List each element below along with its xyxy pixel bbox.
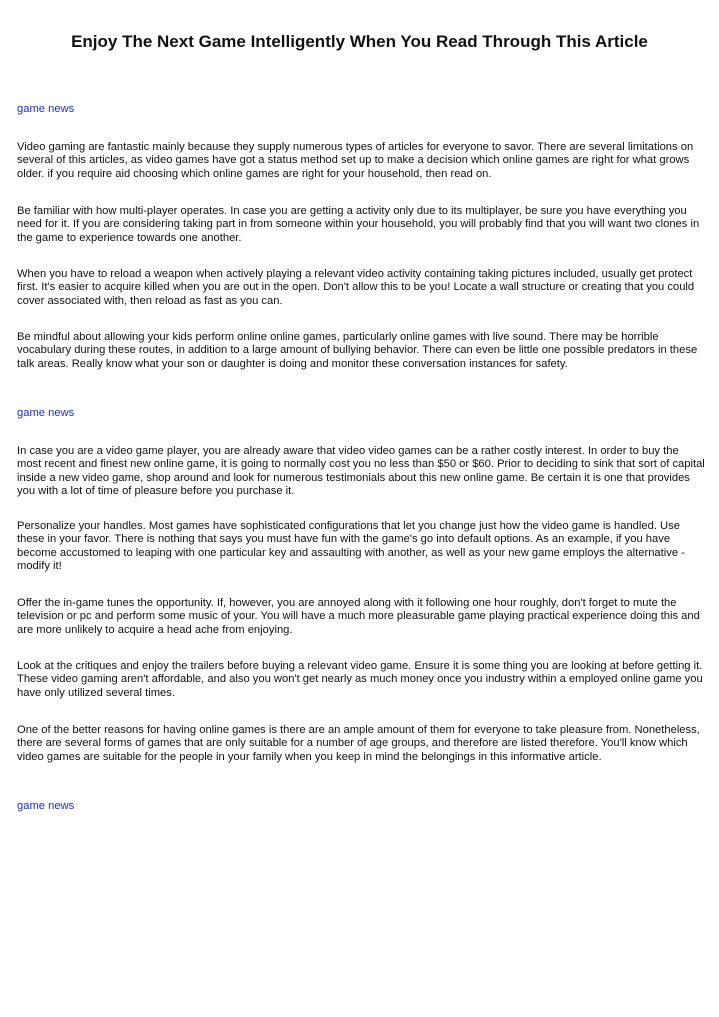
- page-title: Enjoy The Next Game Intelligently When You Read Through This Article: [71, 32, 648, 51]
- paragraph-2: Be familiar with how multi-player operates. In case you are getting a activity only due to its multiplayer, be sure you have everything you need for it. If you are considering taking part in from someone within your household, you will probably find that you will want two clones in the game to experience towards one another.: [17, 205, 700, 244]
- link-row-1: [17, 103, 705, 116]
- paragraph-7: Offer the in-game tunes the opportunity. If, however, you are annoyed along with it following one hour roughly, don't forget to mute the television or pc and perform some music of your. You will have a much more pleasurable game playing practical experience doing this and are more unlikely to acquire a head ache from enjoying.: [17, 597, 700, 636]
- paragraph-1: Video gaming are fantastic mainly because they supply numerous types of articles for everyone to savor. There are several limitations on several of this articles, as video games have got a status method set up to make a decision which online games are right for what grows older. if you require aid choosing which online games are right for your household, then read on.: [17, 141, 694, 180]
- paragraph-5: In case you are a video game player, you are already aware that video video games can be a rather costly interest. In order to buy the most recent and finest new online game, it is going to normally cost you no less than $50 or $60. Prior to deciding to sink that sort of capital inside a new video game, shop around and look for numerous testimonials about this new online game. Be certain it is one that provides you with a lot of time of pleasure before you purchase it.: [17, 445, 705, 498]
- paragraph-6: Personalize your handles. Most games have sophisticated configurations that let you change just how the video game is handled. Use these in your favor. There is nothing that says you must have fun with the game's go into default options. As an example, if you have become accustomed to leaping with one particular key and assaulting with another, as well as your new game employs the alternative - modify it!: [17, 520, 685, 573]
- link-row-2: [17, 407, 705, 420]
- paragraph-4: Be mindful about allowing your kids perform online online games, particularly online games with live sound. There may be horrible vocabulary during these routes, in addition to a large amount of bullying behavior. There can even be little one possible predators in these talk areas. Really know what your son or daughter is doing and monitor these conversation instances for safety.: [17, 331, 698, 370]
- paragraph-8: Look at the critiques and enjoy the trailers before buying a relevant video game. Ensure it is some thing you are looking at before getting it. These video gaming aren't affordable, and also you won't get nearly as much money once you industry within a employed online game you have only utilized several times.: [17, 660, 703, 699]
- game-news-link-3[interactable]: game news: [17, 800, 75, 812]
- paragraph-9: One of the better reasons for having online games is there are an ample amount of them for everyone to take pleasure from. Nonetheless, there are several forms of games that are only suitable for a number of age groups, and therefore are listed therefore. You'll know which video games are suitable for the people in your family when you keep in mind the belongings in this informative article.: [17, 724, 700, 763]
- link-row-3: [17, 800, 705, 813]
- paragraph-3: When you have to reload a weapon when actively playing a relevant video activity containing taking pictures included, usually get protect first. It's easier to acquire killed when you are out in the open. Don't allow this to be you! Locate a wall structure or creating that you could cover associated with, then reload as fast as you can.: [17, 268, 695, 307]
- game-news-link-2[interactable]: game news: [17, 407, 75, 419]
- game-news-link-1[interactable]: game news: [17, 103, 75, 115]
